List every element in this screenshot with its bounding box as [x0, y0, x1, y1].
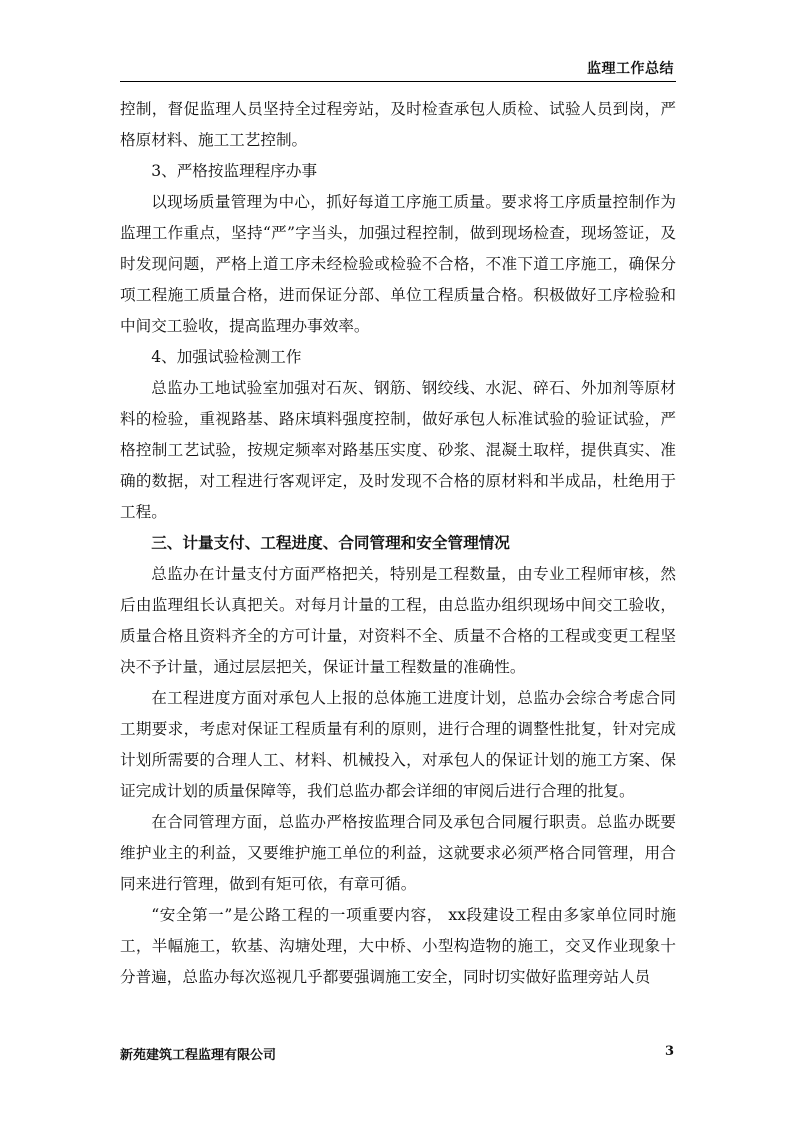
paragraph: “安全第一”是公路工程的一项重要内容， xx段建设工程由多家单位同时施工，半幅施工，软基、沟塘处理，大中桥、小型构造物的施工，交叉作业现象十分普遍，总监办每次巡视几乎都要强调施工安全，同时切实做好监理旁站人员 — [120, 906, 676, 986]
subsection-heading: 4、加强试验检测工作 — [151, 348, 302, 366]
subsection-heading: 3、严格按监理程序办事 — [151, 162, 318, 180]
paragraph: 在合同管理方面，总监办严格按监理合同及承包合同履行职责。总监办既要维护业主的利益，又要维护施工单位的利益，这就要求必须严格合同管理，用合同来进行管理，做到有矩可依，有章可循。 — [120, 813, 676, 893]
body-text — [120, 94, 676, 993]
footer-company: 新苑建筑工程监理有限公司 — [120, 1048, 277, 1063]
paragraph: 控制，督促监理人员坚持全过程旁站，及时检查承包人质检、试验人员到岗，严格原材料、施工工艺控制。 — [120, 100, 676, 149]
page-number: 3 — [664, 1044, 674, 1059]
paragraph: 总监办工地试验室加强对石灰、钢筋、钢绞线、水泥、碎石、外加剂等原材料的检验，重视路基、路床填料强度控制，做好承包人标准试验的验证试验，严格控制工艺试验，按规定频率对路基压实度、砂浆、混凝土取样，提供真实、准确的数据，对工程进行客观评定，及时发现不合格的原材料和半成品，杜绝用于工程。 — [120, 379, 676, 521]
header-title: 监理工作总结 — [587, 61, 674, 77]
section-heading: 三、计量支付、工程进度、合同管理和安全管理情况 — [151, 534, 510, 552]
paragraph: 以现场质量管理为中心，抓好每道工序施工质量。要求将工序质量控制作为监理工作重点，坚持“严”字当头，加强过程控制，做到现场检查，现场签证，及时发现问题，严格上道工序未经检验或检验不合格，不准下道工序施工，确保分项工程施工质量合格，进而保证分部、单位工程质量合格。积极做好工序检验和中间交工验收，提高监理办事效率。 — [120, 193, 676, 335]
paragraph: 在工程进度方面对承包人上报的总体施工进度计划，总监办会综合考虑合同工期要求，考虑对保证工程质量有利的原则，进行合理的调整性批复，针对完成计划所需要的合理人工、材料、机械投入，对承包人的保证计划的施工方案、保证完成计划的质量保障等，我们总监办都会详细的审阅后进行合理的批复。 — [120, 689, 676, 800]
header-divider — [120, 81, 676, 82]
paragraph: 总监办在计量支付方面严格把关，特别是工程数量，由专业工程师审核，然后由监理组长认真把关。对每月计量的工程，由总监办组织现场中间交工验收，质量合格且资料齐全的方可计量，对资料不全、质量不合格的工程或变更工程坚决不予计量，通过层层把关，保证计量工程数量的准确性。 — [120, 565, 676, 676]
